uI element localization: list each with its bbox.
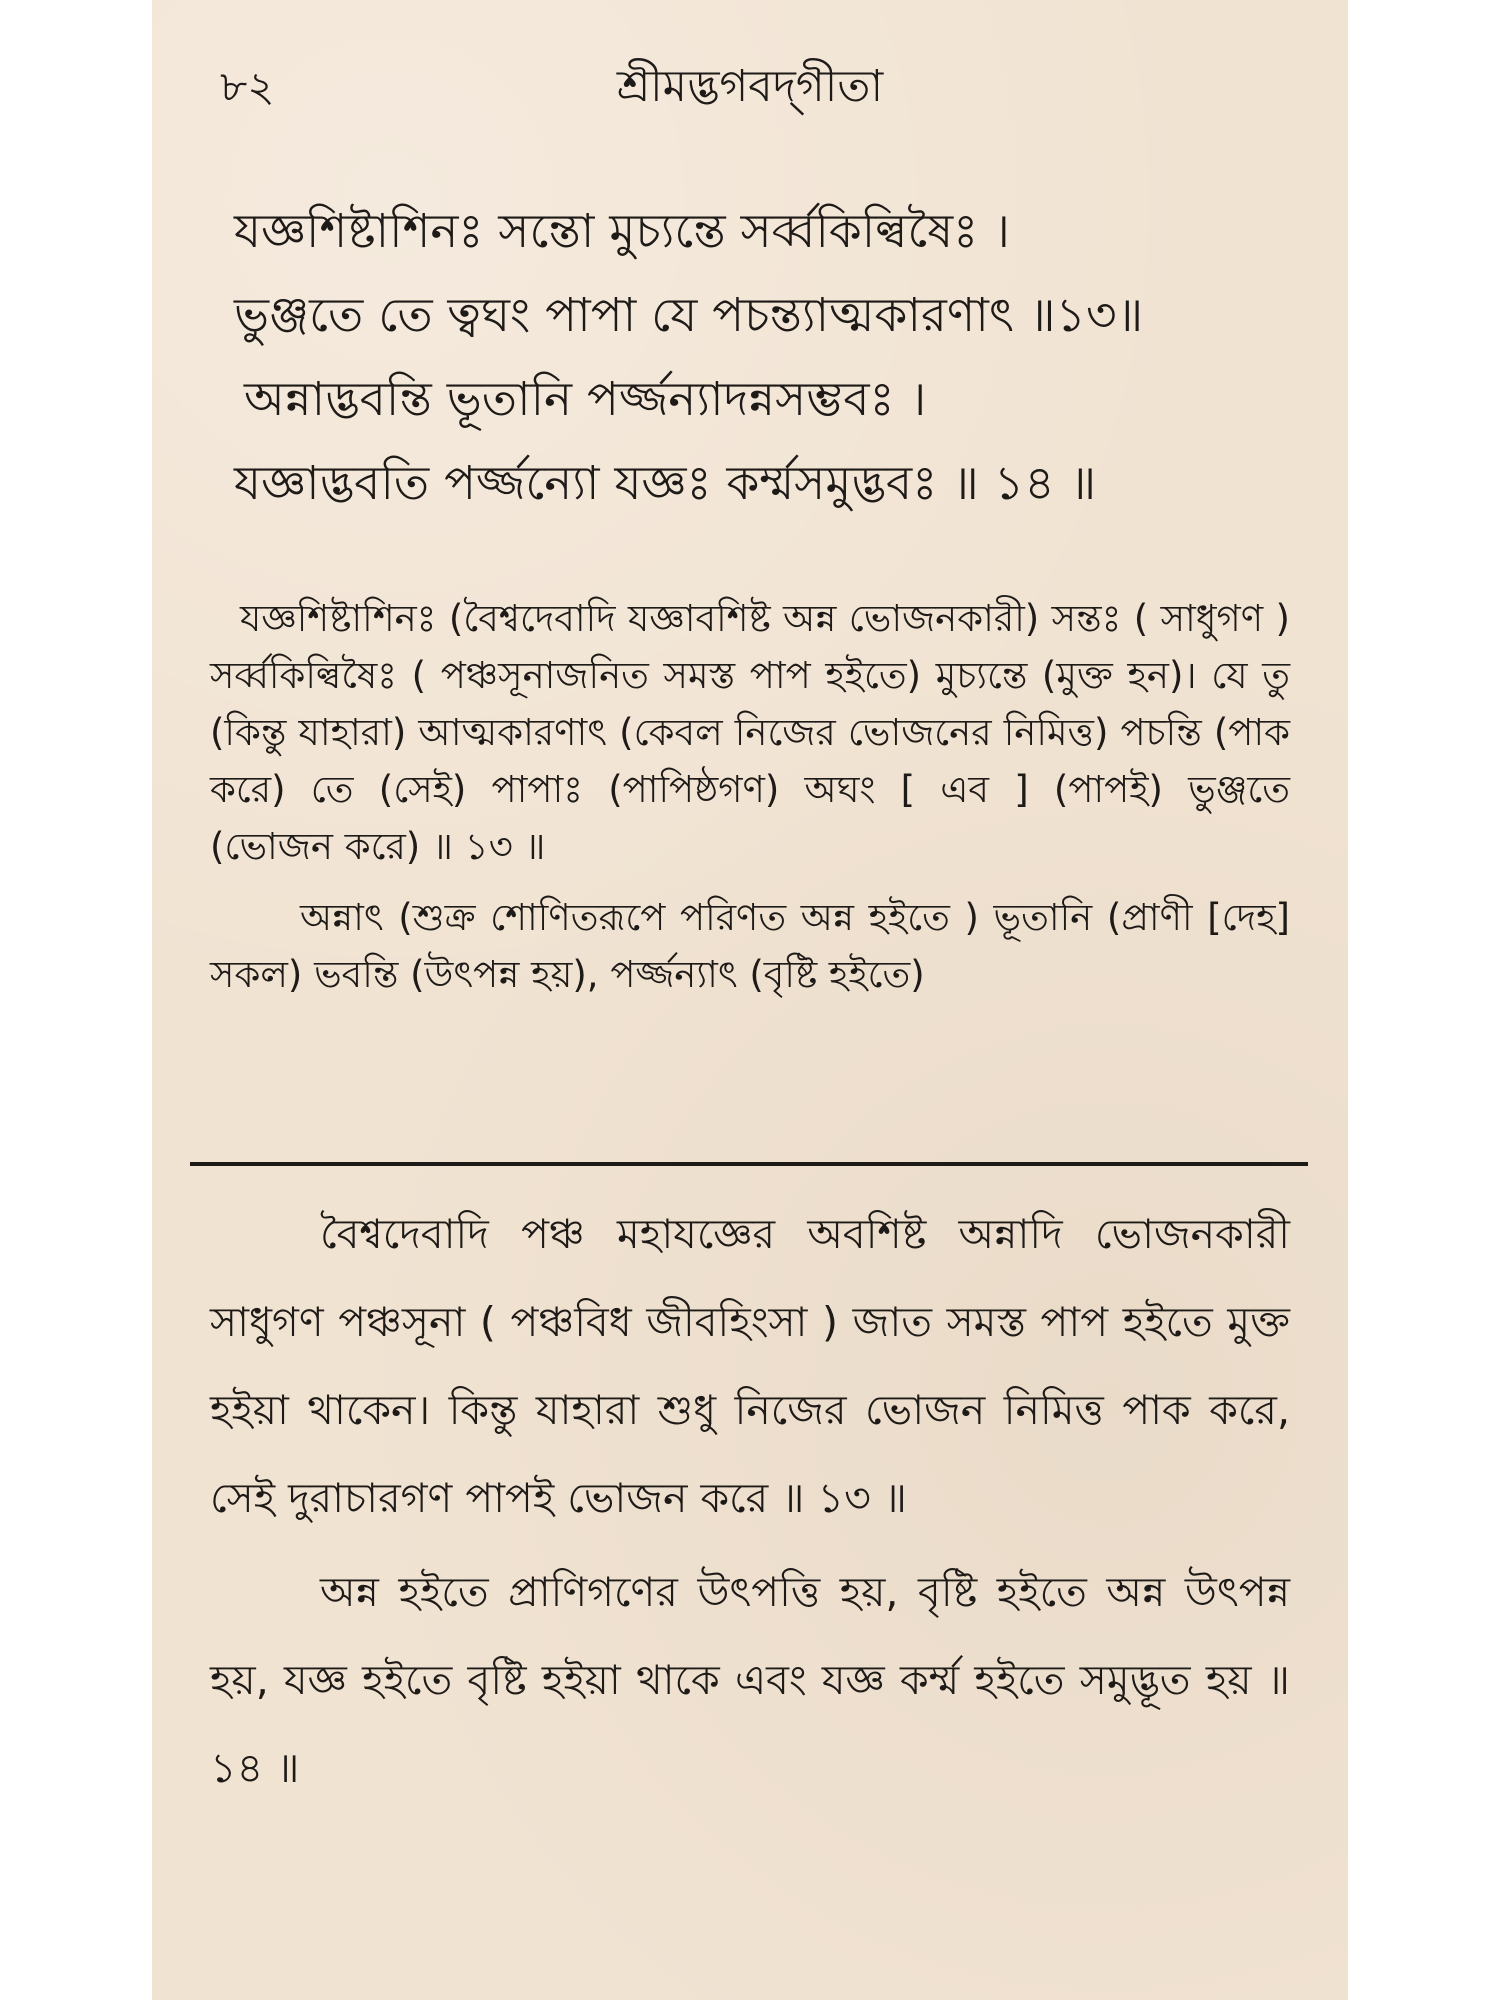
verse-line: অন্নাদ্ভবন্তি ভূতানি পর্জ্জন্যাদন্নসম্ভবঃ ।	[244, 372, 927, 427]
verse-line: যজ্ঞাদ্ভবতি পর্জ্জন্যো যজ্ঞঃ কর্ম্মসমুদ্ভবঃ ॥ ১৪ ॥	[234, 456, 1097, 511]
sanskrit-verses	[234, 190, 1304, 526]
word-gloss	[210, 590, 1290, 1017]
translation-paragraph: বৈশ্বদেবাদি পঞ্চ মহাযজ্ঞের অবশিষ্ট অন্নাদি ভোজনকারী সাধুগণ পঞ্চসূনা ( পঞ্চবিধ জীবহিংসা ) জাত সমস্ত পাপ হইতে মুক্ত হইয়া থাকেন। কিন্তু যাহারা শুধু নিজের ভোজন নিমিত্ত পাক করে, সেই দুরাচারগণ পাপই ভোজন করে ॥ ১৩ ॥	[210, 1210, 1290, 1522]
book-page	[152, 0, 1348, 2000]
verse-line: যজ্ঞশিষ্টাশিনঃ সন্তো মুচ্যন্তে সর্ব্বকিল্বিষৈঃ ।	[234, 204, 1010, 259]
page-number: ৮২	[220, 62, 275, 111]
bengali-translation	[210, 1190, 1290, 1812]
gloss-paragraph: অন্নাৎ (শুক্র শোণিতরূপে পরিণত অন্ন হইতে ) ভূতানি (প্রাণী [দেহ] সকল) ভবন্তি (উৎপন্ন হয়), পর্জ্জন্যাৎ (বৃষ্টি হইতে)	[210, 896, 1290, 996]
running-title: শ্রীমদ্ভগবদ্‌গীতা	[616, 61, 884, 112]
section-divider	[190, 1162, 1308, 1166]
verse-line: ভুঞ্জতে তে ত্বঘং পাপা যে পচন্ত্যাত্মকারণাৎ ॥১৩॥	[234, 288, 1144, 343]
translation-paragraph: অন্ন হইতে প্রাণিগণের উৎপত্তি হয়, বৃষ্টি হইতে অন্ন উৎপন্ন হয়, যজ্ঞ হইতে বৃষ্টি হইয়া থাকে এবং যজ্ঞ কর্ম্ম হইতে সমুদ্ভূত হয় ॥ ১৪ ॥	[210, 1568, 1290, 1792]
gloss-paragraph: যজ্ঞশিষ্টাশিনঃ (বৈশ্বদেবাদি যজ্ঞাবশিষ্ট অন্ন ভোজনকারী) সন্তঃ ( সাধুগণ ) সর্ব্বকিল্বিষৈঃ ( পঞ্চসূনাজনিত সমস্ত পাপ হইতে) মুচ্যন্তে (মুক্ত হন)। যে তু (কিন্তু যাহারা) আত্মকারণাৎ (কেবল নিজের ভোজনের নিমিত্ত) পচন্তি (পাক করে) তে (সেই) পাপাঃ (পাপিষ্ঠগণ) অঘং [ এব ] (পাপই) ভুঞ্জতে (ভোজন করে) ॥ ১৩ ॥	[210, 597, 1290, 868]
running-head	[152, 52, 1348, 122]
